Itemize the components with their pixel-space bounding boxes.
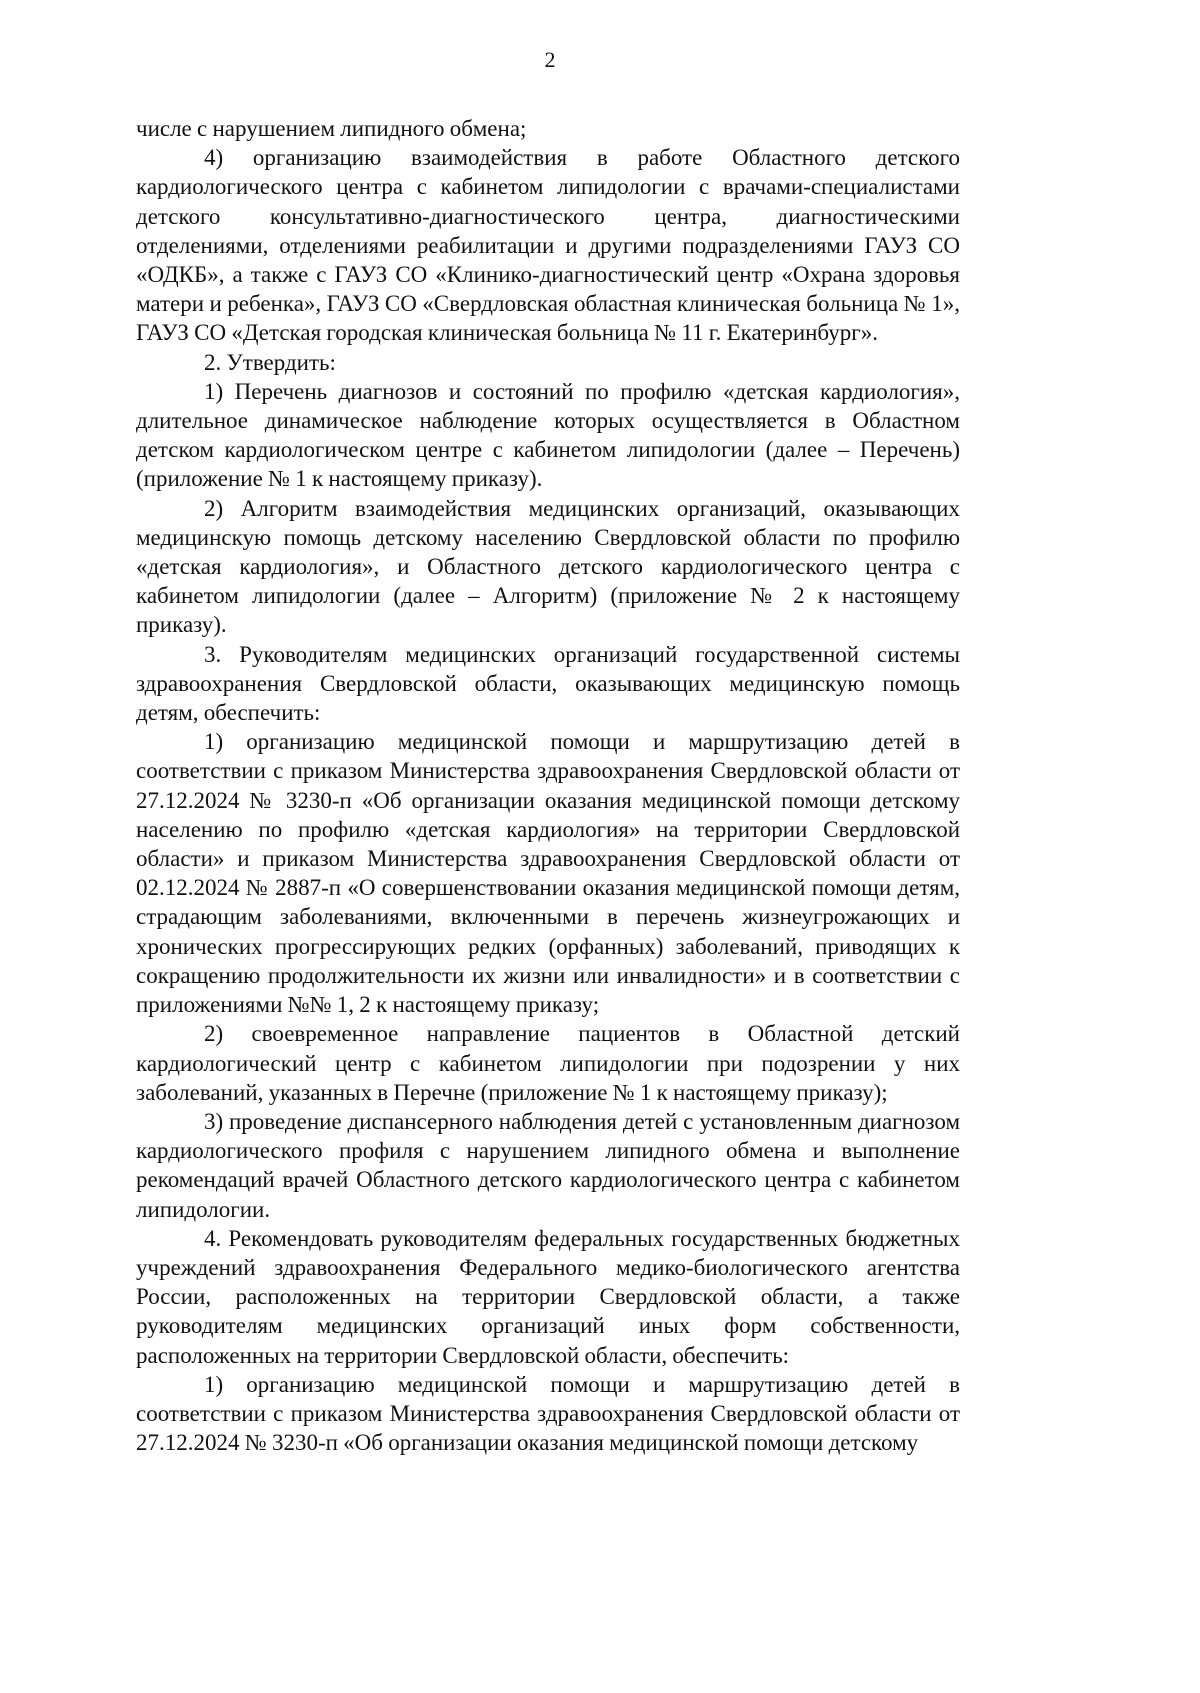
paragraph-section-3-item-3: 3) проведение диспансерного наблюдения детей с установленным диагнозом кардиологического профиля с нарушением липидного обмена и выполнение рекомендаций врачей Областного детского кардиологического центра с кабинетом липидологии. [136,1108,960,1222]
paragraph-section-3-item-2: 2) своевременное направление пациентов в Областной детский кардиологический центр с кабинетом липидологии при подозрении у них заболеваний, указанных в Перечне (приложение № 1 к настоящему приказу); [136,1021,960,1105]
paragraph-item-4: 4) организацию взаимодействия в работе Областного детского кардиологического центра с кабинетом липидологии с врачами-специалистами детского консультативно-диагностического центра, диагностическими отделениями, отделениями реабилитации и другими подразделениями ГАУЗ СО «ОДКБ», а также с ГАУЗ СО «Клинико-диагностический центр «Охрана здоровья матери и ребенка», ГАУЗ СО «Свердловская областная клиническая больница № 1», ГАУЗ СО «Детская городская клиническая больница № 11 г. Екатеринбург». [136,145,960,346]
paragraph-section-2-item-2: 2) Алгоритм взаимодействия медицинских организаций, оказывающих медицинскую помощь детскому населению Свердловской области по профилю «детская кардиология», и Областного детского кардиологического центра с кабинетом липидологии (далее – Алгоритм) (приложение № 2 к настоящему приказу). [136,495,960,638]
paragraph-continuation: числе с нарушением липидного обмена; [136,116,527,141]
page-number: 2 [544,47,556,72]
paragraph-section-3-item-1: 1) организацию медицинской помощи и маршрутизацию детей в соответствии с приказом Министерства здравоохранения Свердловской области от 27.12.2024 № 3230-п «Об организации оказания медицинской помощи детскому населению по профилю «детская кардиология» на территории Свердловской области» и приказом Министерства здравоохранения Свердловской области от 02.12.2024 № 2887-п «О совершенствовании оказания медицинской помощи детям, страдающим заболеваниями, включенными в перечень жизнеугрожающих и хронических прогрессирующих редких (орфанных) заболеваний, приводящих к сокращению продолжительности их жизни или инвалидности» и в соответствии с приложениями №№ 1, 2 к настоящему приказу; [136,729,960,1018]
paragraph-section-3: 3. Руководителям медицинских организаций государственной системы здравоохранения Свердловской области, оказывающих медицинскую помощь детям, обеспечить: [136,641,960,726]
paragraph-section-2: 2. Утвердить: [204,349,336,375]
paragraph-section-4-item-1: 1) организацию медицинской помощи и маршрутизацию детей в соответствии с приказом Министерства здравоохранения Свердловской области от 27.12.2024 № 3230-п «Об организации оказания медицинской помощи детскому [136,1371,960,1456]
document-body [136,114,960,1457]
paragraph-section-2-item-1: 1) Перечень диагнозов и состояний по профилю «детская кардиология», длительное динамическое наблюдение которых осуществляется в Областном детском кардиологическом центре с кабинетом липидологии (далее – Перечень) (приложение № 1 к настоящему приказу). [136,378,960,492]
paragraph-section-4: 4. Рекомендовать руководителям федеральных государственных бюджетных учреждений здравоохранения Федерального медико-биологического агентства России, расположенных на территории Свердловской области, а также руководителям медицинских организаций иных форм собственности, расположенных на территории Свердловской области, обеспечить: [136,1225,960,1368]
